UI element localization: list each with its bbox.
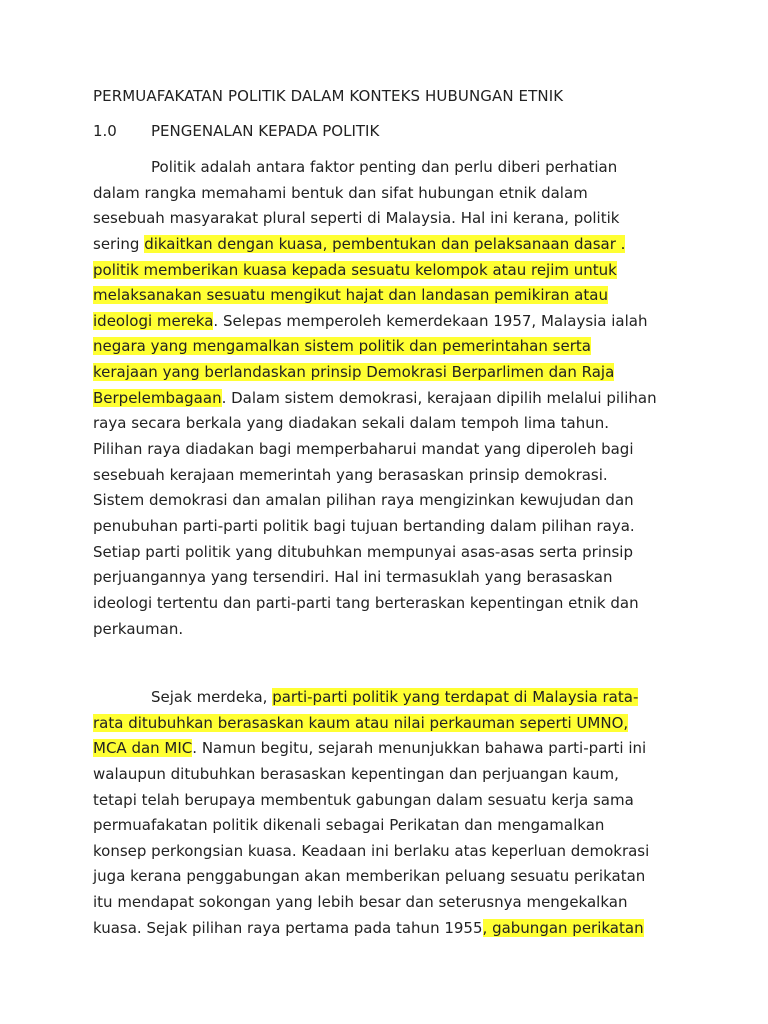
text-line xyxy=(93,916,693,942)
text-line xyxy=(93,283,693,309)
text-run: tetapi telah berupaya membentuk gabungan dalam sesuatu kerja sama xyxy=(93,790,634,809)
text-run: perjuangannya yang tersendiri. Hal ini termasuklah yang berasaskan xyxy=(93,568,613,587)
text-line xyxy=(93,711,693,737)
text-run: Pilihan raya diadakan bagi memperbaharui mandat yang diperoleh bagi xyxy=(93,440,634,459)
text-line xyxy=(93,206,693,232)
text-line xyxy=(93,488,693,514)
highlighted-text: negara yang mengamalkan sistem politik dan pemerintahan serta xyxy=(93,337,591,356)
text-run: . Selepas memperoleh kemerdekaan 1957, Malaysia ialah xyxy=(213,311,648,330)
highlighted-text: dikaitkan dengan kuasa, pembentukan dan pelaksanaan dasar . xyxy=(144,234,626,253)
text-line xyxy=(93,617,693,643)
text-run: Sistem demokrasi dan amalan pilihan raya mengizinkan kewujudan dan xyxy=(93,491,634,510)
text-line xyxy=(93,685,693,711)
text-line xyxy=(93,411,693,437)
text-line xyxy=(93,463,693,489)
highlighted-text: ideologi mereka xyxy=(93,311,214,330)
text-line xyxy=(93,514,693,540)
text-line xyxy=(93,839,693,865)
text-line xyxy=(93,540,693,566)
text-run: walaupun ditubuhkan berasaskan kepentingan dan perjuangan kaum, xyxy=(93,764,619,783)
text-run: kuasa. Sejak pilihan raya pertama pada tahun 1955 xyxy=(93,918,483,937)
text-run: Sejak merdeka, xyxy=(151,688,273,706)
text-run: juga kerana penggabungan akan memberikan peluang sesuatu perikatan xyxy=(93,867,646,886)
text-run: perkauman. xyxy=(93,619,184,638)
text-line xyxy=(93,181,693,207)
text-run: ideologi tertentu dan parti-parti tang berteraskan kepentingan etnik dan xyxy=(93,593,639,612)
text-line xyxy=(93,155,693,181)
text-line xyxy=(93,762,693,788)
text-line xyxy=(93,890,693,916)
text-line xyxy=(93,232,693,258)
text-run: itu mendapat sokongan yang lebih besar dan seterusnya mengekalkan xyxy=(93,893,628,912)
paragraph-2 xyxy=(93,685,693,941)
text-run: . Dalam sistem demokrasi, kerajaan dipilih melalui pilihan xyxy=(221,388,657,407)
highlighted-text: parti-parti politik yang terdapat di Malaysia rata- xyxy=(272,688,639,706)
text-line xyxy=(93,591,693,617)
text-line xyxy=(93,788,693,814)
text-run: konsep perkongsian kuasa. Keadaan ini berlaku atas keperluan demokrasi xyxy=(93,841,650,860)
paragraph-1 xyxy=(93,155,693,642)
text-run: sering xyxy=(93,234,145,253)
section-number: 1.0 xyxy=(93,122,117,140)
text-line xyxy=(93,309,693,335)
text-line xyxy=(93,437,693,463)
text-line xyxy=(93,813,693,839)
highlighted-text: politik memberikan kuasa kepada sesuatu kelompok atau rejim untuk xyxy=(93,260,617,279)
text-run: sesebuah masyarakat plural seperti di Malaysia. Hal ini kerana, politik xyxy=(93,209,620,228)
highlighted-text: kerajaan yang berlandaskan prinsip Demokrasi Berparlimen dan Raja xyxy=(93,363,615,382)
text-line xyxy=(93,334,693,360)
highlighted-text: melaksanakan sesuatu mengikut hajat dan landasan pemikiran atau xyxy=(93,286,608,305)
highlighted-text: , gabungan perikatan xyxy=(482,918,644,937)
text-run: permuafakatan politik dikenali sebagai Perikatan dan mengamalkan xyxy=(93,816,605,835)
text-line xyxy=(93,360,693,386)
section-title: PENGENALAN KEPADA POLITIK xyxy=(151,122,380,140)
section-heading xyxy=(93,122,379,140)
highlighted-text: Berpelembagaan xyxy=(93,388,222,407)
text-line xyxy=(93,386,693,412)
text-run: penubuhan parti-parti politik bagi tujuan bertanding dalam pilihan raya. xyxy=(93,516,635,535)
text-line xyxy=(93,565,693,591)
text-line xyxy=(93,258,693,284)
text-run: dalam rangka memahami bentuk dan sifat hubungan etnik dalam xyxy=(93,183,588,202)
document-title: PERMUAFAKATAN POLITIK DALAM KONTEKS HUBUNGAN ETNIK xyxy=(93,87,564,105)
text-line xyxy=(93,736,693,762)
text-line xyxy=(93,864,693,890)
text-run: sesebuah kerajaan memerintah yang berasaskan prinsip demokrasi. xyxy=(93,465,608,484)
text-run: raya secara berkala yang diadakan sekali dalam tempoh lima tahun. xyxy=(93,414,609,433)
text-run: Politik adalah antara faktor penting dan perlu diberi perhatian xyxy=(151,158,618,176)
text-run: . Namun begitu, sejarah menunjukkan bahawa parti-parti ini xyxy=(192,739,647,758)
text-run: Setiap parti politik yang ditubuhkan mempunyai asas-asas serta prinsip xyxy=(93,542,633,561)
highlighted-text: MCA dan MIC xyxy=(93,739,193,758)
highlighted-text: rata ditubuhkan berasaskan kaum atau nilai perkauman seperti UMNO, xyxy=(93,713,629,732)
